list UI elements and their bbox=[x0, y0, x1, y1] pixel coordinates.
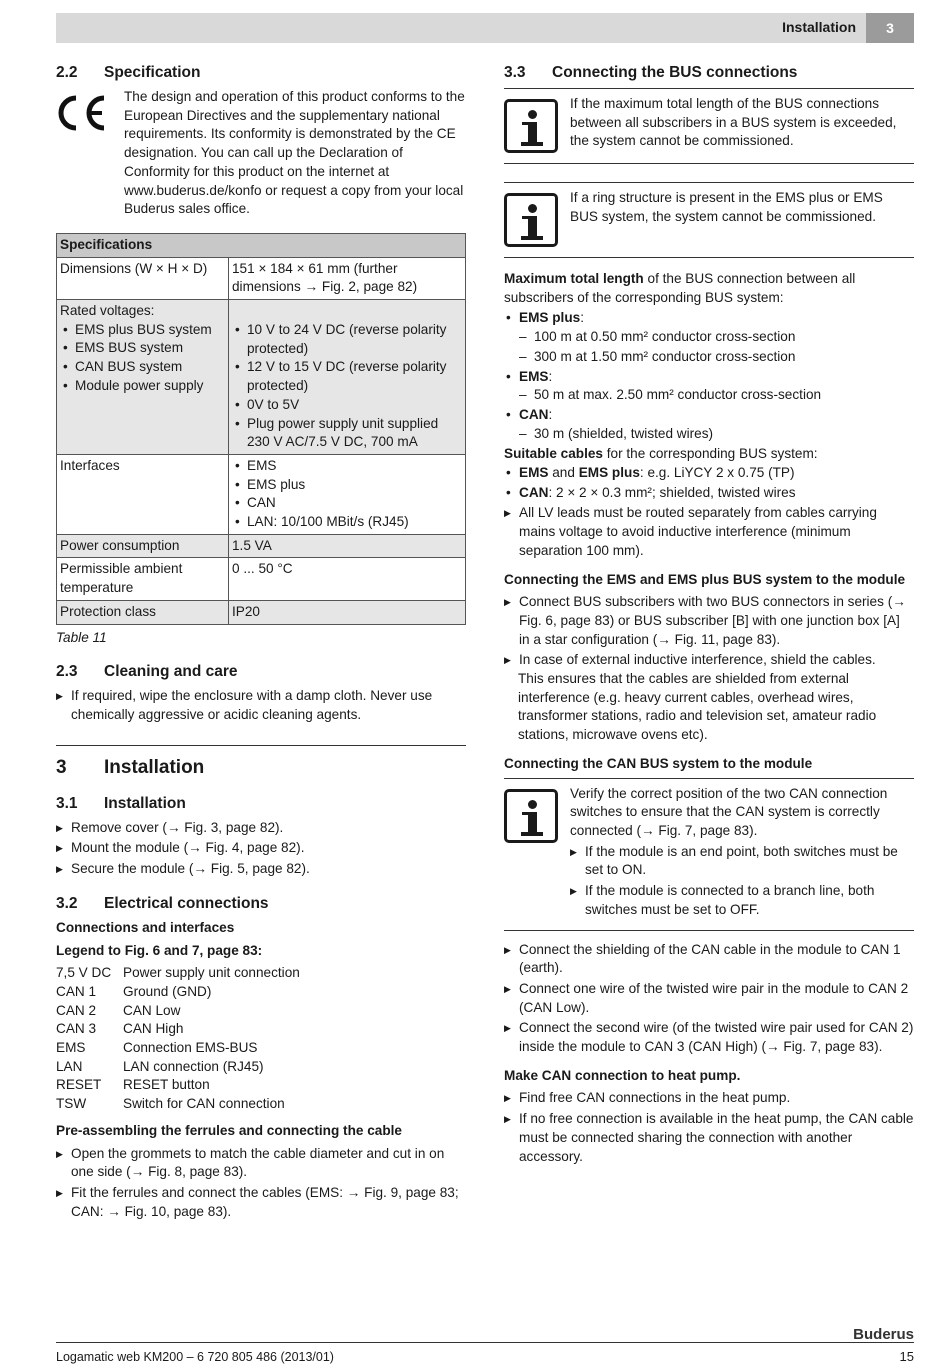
table-cell: IP20 bbox=[229, 600, 466, 624]
legend-value: Power supply unit connection bbox=[123, 965, 300, 981]
table-cell: 0 ... 50 °C bbox=[229, 558, 466, 600]
info-note bbox=[504, 88, 914, 164]
heat-pump-step: ▶ Find free CAN connections in the heat pump. bbox=[504, 1089, 914, 1108]
table-cell: Dimensions (W × H × D) bbox=[57, 257, 229, 299]
table-cell: 151 × 184 × 61 mm (further dimensions → Fig. 2, page 82) bbox=[229, 257, 466, 299]
preassembly-step: ▶ Fit the ferrules and connect the cables (EMS: → Fig. 9, page 83; CAN: → Fig. 10, page 83). bbox=[56, 1184, 466, 1221]
legend-subheading: Legend to Fig. 6 and 7, page 83: bbox=[56, 942, 263, 958]
bus-length-item: – 300 m at 1.50 mm² conductor cross-section bbox=[504, 348, 914, 367]
info-note bbox=[504, 778, 914, 931]
max-length-paragraph: Maximum total length of the BUS connection between all subscribers of the corresponding BUS system: bbox=[504, 271, 856, 305]
can-subheading: Connecting the CAN BUS system to the module bbox=[504, 755, 813, 771]
section-2-2-heading: 2.2 Specification bbox=[56, 64, 201, 81]
legend-key: TSW bbox=[56, 1096, 87, 1112]
info-note bbox=[504, 182, 914, 258]
install-step: ▶ Remove cover (→ Fig. 3, page 82). bbox=[56, 819, 466, 838]
ems-step: ▶ Connect BUS subscribers with two BUS connectors in series (→ Fig. 6, page 83) or BUS subscriber [B] with one junction box [A] in a star configuration (→ Fig. 11, page 83). bbox=[504, 593, 914, 649]
section-3-1-heading: 3.1 Installation bbox=[56, 794, 186, 812]
heat-pump-step: ▶ If no free connection is available in the heat pump, the CAN cable must be connected sharing the connection with another accessory. bbox=[504, 1110, 914, 1166]
cable-item: • CAN: 2 × 2 × 0.3 mm²; shielded, twisted wires bbox=[504, 484, 914, 503]
lv-step: ▶ All LV leads must be routed separately from cables carrying mains voltage to avoid inductive interference (minimum separation 100 mm). bbox=[504, 504, 914, 560]
page-number: 15 bbox=[899, 1349, 914, 1364]
legend-value: CAN High bbox=[123, 1021, 184, 1037]
cable-item: • EMS and EMS plus: e.g. LiYCY 2 x 0.75 (TP) bbox=[504, 464, 914, 483]
legend-key: CAN 3 bbox=[56, 1021, 97, 1037]
bus-length-item: – 30 m (shielded, twisted wires) bbox=[504, 425, 914, 444]
ems-extra-text: This ensures that the cables are shielded from external interference (e.g. heavy current cables, overhead wires, transformer stations, radio and television set, amateur radio stations, microwave ovens etc). bbox=[518, 671, 877, 743]
note-step: ▶ If the module is connected to a branch line, both switches must be set to OFF. bbox=[570, 882, 914, 919]
note-text: If the maximum total length of the BUS connections between all subscribers in a BUS system is exceeded, the system cannot be commissioned. bbox=[570, 96, 897, 149]
legend-list bbox=[56, 964, 466, 1114]
ce-conformity-text: The design and operation of this product conforms to the European Directives and the supplementary national requirements. Its conformity is demonstrated by the CE designation. You can call up the Declaration of Conformity for this product on the internet at www.buderus.de/konfo or request a copy from your local Buderus sales office. bbox=[124, 89, 465, 217]
cables-paragraph: Suitable cables for the corresponding BUS system: bbox=[504, 446, 818, 462]
cleaning-step: ▶ If required, wipe the enclosure with a damp cloth. Never use chemically aggressive or acidic cleaning agents. bbox=[56, 687, 466, 724]
ems-subheading: Connecting the EMS and EMS plus BUS system to the module bbox=[504, 571, 906, 587]
can-step: ▶ Connect the second wire (of the twisted wire pair used for CAN 2) inside the module to CAN 3 (CAN High) (→ Fig. 7, page 83). bbox=[504, 1019, 914, 1056]
left-column bbox=[56, 62, 466, 1221]
table-cell: Interfaces bbox=[57, 454, 229, 534]
ce-mark-icon bbox=[56, 88, 124, 219]
legend-key: CAN 1 bbox=[56, 983, 97, 999]
install-step: ▶ Secure the module (→ Fig. 5, page 82). bbox=[56, 860, 466, 879]
chapter-3-heading: 3 Installation bbox=[56, 745, 466, 783]
specifications-table bbox=[56, 233, 466, 625]
page-header bbox=[56, 13, 914, 43]
table-cell: Power consumption bbox=[57, 534, 229, 558]
can-step: ▶ Connect one wire of the twisted wire pair in the module to CAN 2 (CAN Low). bbox=[504, 980, 914, 1017]
legend-value: Switch for CAN connection bbox=[123, 1096, 285, 1112]
legend-key: CAN 2 bbox=[56, 1002, 97, 1018]
right-column bbox=[504, 62, 914, 1166]
connections-subheading: Connections and interfaces bbox=[56, 919, 235, 935]
note-step: ▶ If the module is an end point, both switches must be set to ON. bbox=[570, 843, 914, 880]
header-title: Installation bbox=[782, 19, 856, 35]
legend-key: LAN bbox=[56, 1058, 83, 1074]
section-2-3-heading: 2.3 Cleaning and care bbox=[56, 663, 238, 681]
bus-type-item: • EMS: bbox=[504, 368, 914, 387]
bus-length-item: – 50 m at max. 2.50 mm² conductor cross-section bbox=[504, 386, 914, 405]
bus-type-item: • EMS plus: bbox=[504, 309, 914, 328]
preassembly-step: ▶ Open the grommets to match the cable diameter and cut in on one side (→ Fig. 8, page 83). bbox=[56, 1145, 466, 1182]
ems-step: ▶ In case of external inductive interference, shield the cables. bbox=[504, 651, 914, 670]
section-3-3-heading: 3.3 Connecting the BUS connections bbox=[504, 64, 798, 81]
info-icon bbox=[504, 99, 558, 153]
table-cell: 1.5 VA bbox=[229, 534, 466, 558]
info-icon bbox=[504, 193, 558, 247]
heat-pump-subheading: Make CAN connection to heat pump. bbox=[504, 1067, 741, 1083]
legend-value: CAN Low bbox=[123, 1002, 181, 1018]
table-cell: Protection class bbox=[57, 600, 229, 624]
brand-logo: Buderus bbox=[853, 1326, 914, 1343]
install-step: ▶ Mount the module (→ Fig. 4, page 82). bbox=[56, 839, 466, 858]
note-text: If a ring structure is present in the EMS plus or EMS BUS system, the system cannot be commissioned. bbox=[570, 190, 883, 224]
section-3-2-heading: 3.2 Electrical connections bbox=[56, 894, 269, 912]
table-caption: Table 11 bbox=[56, 629, 107, 645]
legend-key: 7,5 V DC bbox=[56, 965, 112, 981]
chapter-number: 3 bbox=[866, 13, 914, 43]
preassembly-subheading: Pre-assembling the ferrules and connecting the cable bbox=[56, 1122, 402, 1138]
footer-document-id: Logamatic web KM200 – 6 720 805 486 (2013/01) bbox=[56, 1350, 334, 1364]
table-header: Specifications bbox=[57, 233, 466, 257]
legend-key: RESET bbox=[56, 1077, 102, 1093]
info-icon bbox=[504, 789, 558, 843]
table-cell: Rated voltages: • EMS plus BUS system • EMS BUS system • CAN BUS system • Module power supply bbox=[57, 300, 229, 455]
legend-value: LAN connection (RJ45) bbox=[123, 1058, 264, 1074]
table-cell: • 10 V to 24 V DC (reverse polarity protected) • 12 V to 15 V DC (reverse polarity protected) • 0V to 5V • Plug power supply unit supplied 230 V AC/7.5 V DC, 700 mA bbox=[229, 300, 466, 455]
bus-type-item: • CAN: bbox=[504, 406, 914, 425]
legend-value: Ground (GND) bbox=[123, 983, 212, 999]
legend-value: Connection EMS-BUS bbox=[123, 1040, 258, 1056]
table-cell: • EMS • EMS plus • CAN • LAN: 10/100 MBit/s (RJ45) bbox=[229, 454, 466, 534]
footer-divider bbox=[56, 1342, 914, 1343]
table-cell: Permissible ambient temperature bbox=[57, 558, 229, 600]
bus-length-item: – 100 m at 0.50 mm² conductor cross-section bbox=[504, 328, 914, 347]
legend-value: RESET button bbox=[123, 1077, 210, 1093]
can-step: ▶ Connect the shielding of the CAN cable in the module to CAN 1 (earth). bbox=[504, 941, 914, 978]
legend-key: EMS bbox=[56, 1040, 86, 1056]
note-text: Verify the correct position of the two CAN connection switches to ensure that the CAN system is correctly connected (→ Fig. 7, page 83). bbox=[570, 785, 888, 838]
